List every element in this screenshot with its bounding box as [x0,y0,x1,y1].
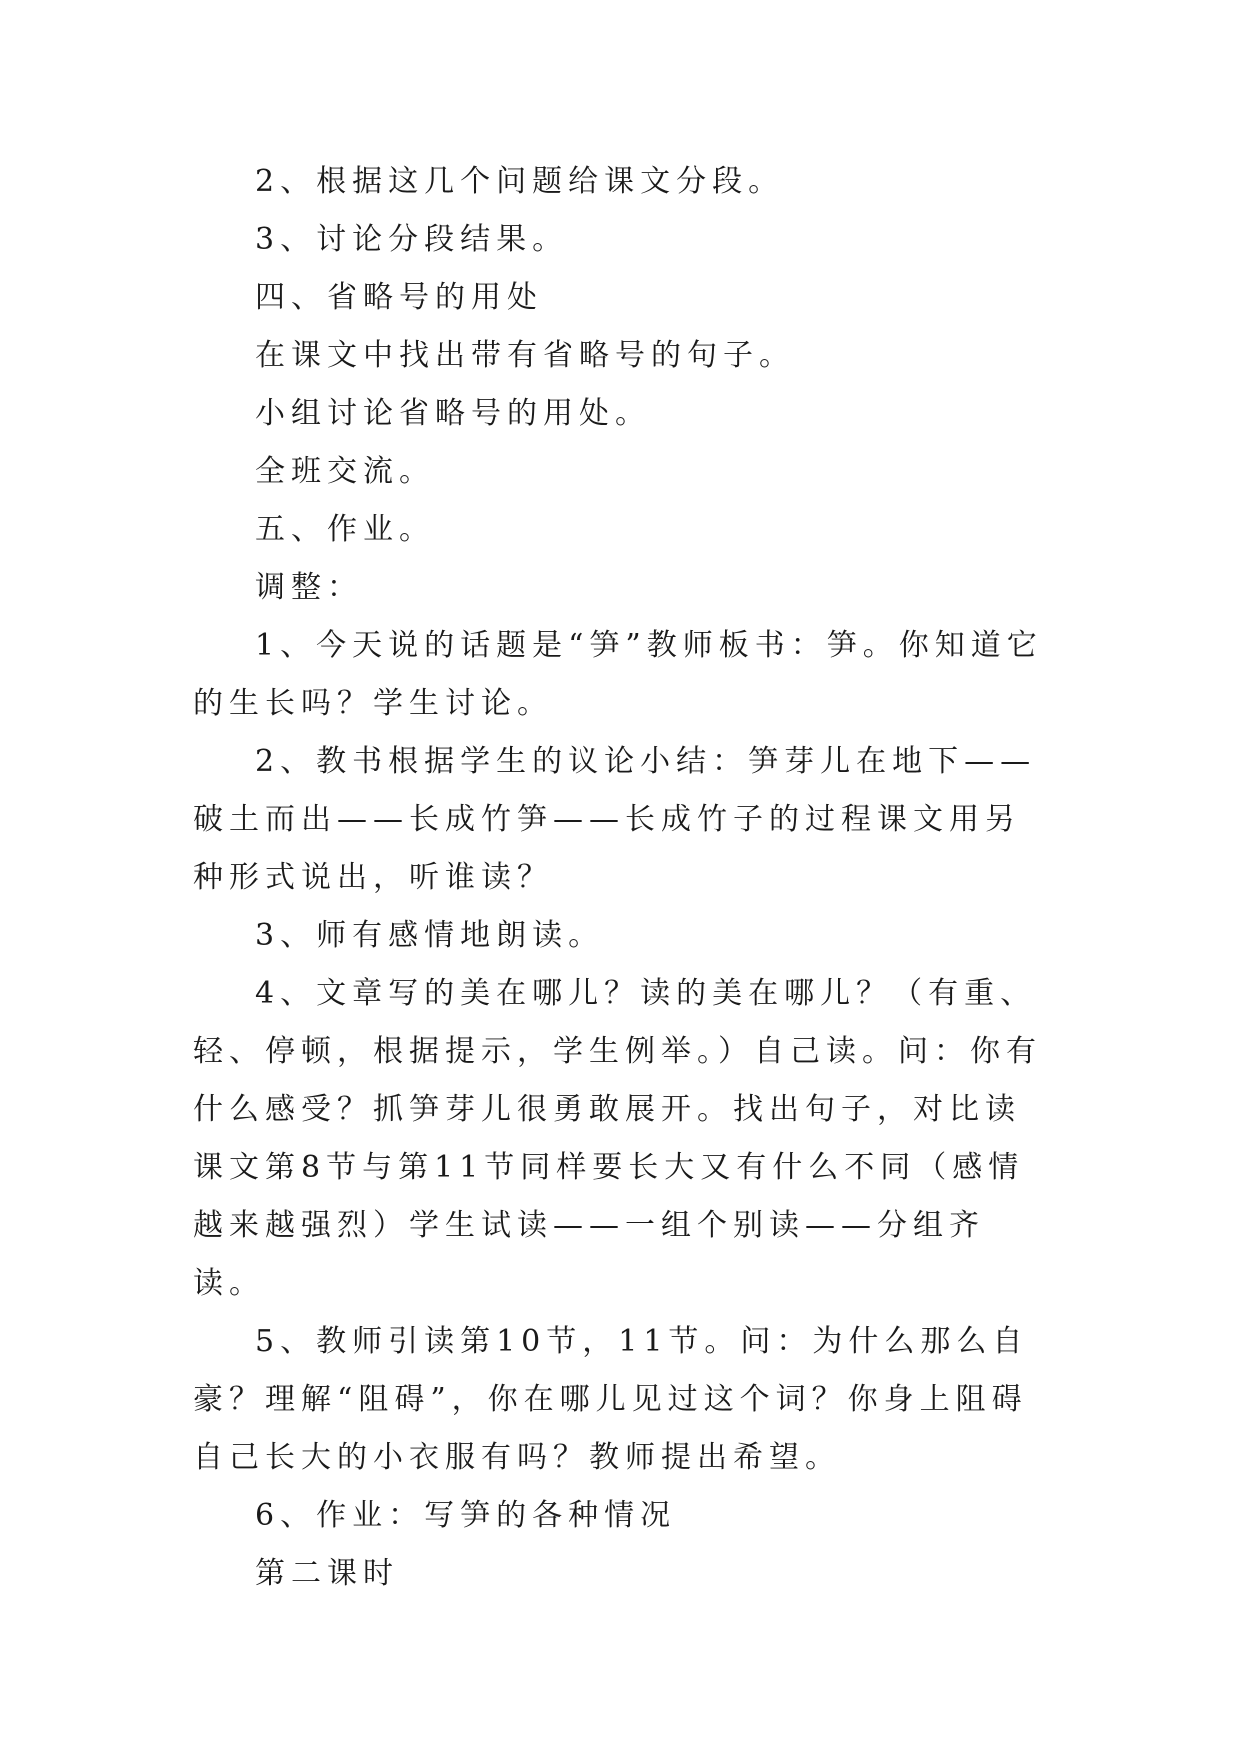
section-heading-4: 四、省略号的用处 [255,280,543,315]
paragraph-5: 全班交流。 [255,454,435,489]
paragraph-4: 小组讨论省略号的用处。 [255,396,651,431]
adjustment-item-1: 1、今天说的话题是“笋”教师板书：笋。你知道它的生长吗？学生讨论。 [193,628,1043,721]
second-lesson-heading: 第二课时 [255,1556,399,1591]
section-heading-5: 五、作业。 [255,512,435,547]
paragraph-3: 在课文中找出带有省略号的句子。 [255,338,795,373]
adjustment-item-2: 2、教书根据学生的议论小结：笋芽儿在地下——破土而出——长成竹笋——长成竹子的过程课文用另种形式说出，听谁读？ [193,744,1037,895]
adjustment-item-6: 6、作业：写笋的各种情况 [255,1498,677,1533]
adjustment-item-4: 4、文章写的美在哪儿？读的美在哪儿？（有重、轻、停顿，根据提示，学生例举。）自己读。问：你有什么感受？抓笋芽儿很勇敢展开。找出句子，对比读课文第8节与第11节同样要长大又有什么不同（感情越来越强烈）学生试读——一组个别读——分组齐读。 [193,976,1042,1301]
paragraph-1: 2、根据这几个问题给课文分段。 [255,164,785,199]
adjustment-item-3: 3、师有感情地朗读。 [255,918,605,953]
adjustment-heading: 调整： [255,570,363,605]
document-body [193,153,1053,1603]
adjustment-item-5: 5、教师引读第10节，11节。问：为什么那么自豪？理解“阻碍”，你在哪儿见过这个词？你身上阻碍自己长大的小衣服有吗？教师提出希望。 [193,1324,1029,1475]
paragraph-2: 3、讨论分段结果。 [255,222,569,257]
